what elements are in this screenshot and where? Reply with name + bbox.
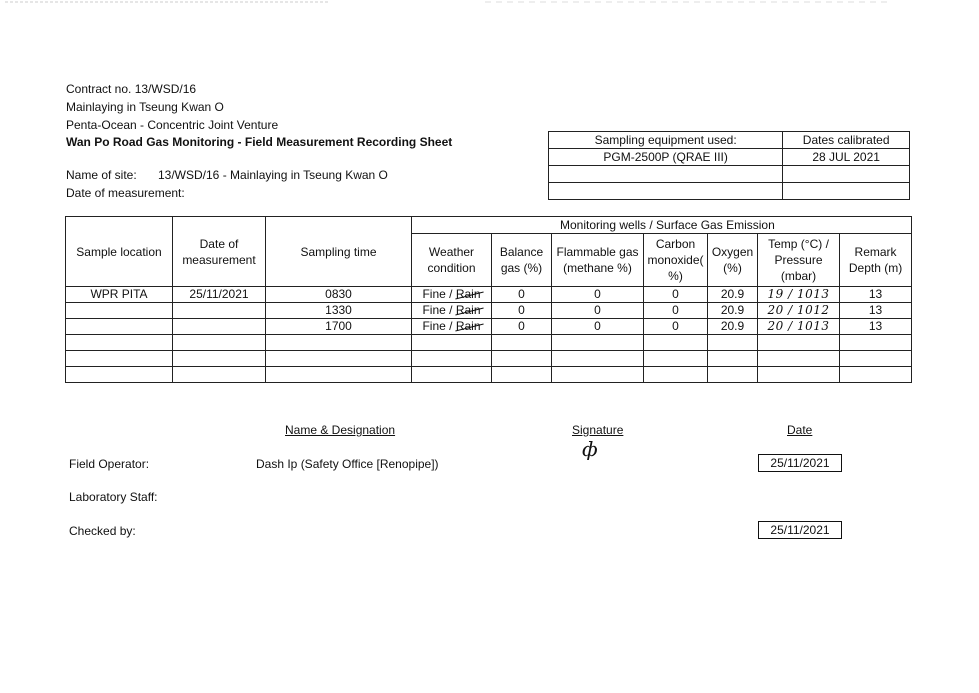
header-line: (methane %) <box>563 261 632 275</box>
cell-oxygen: 20.9 <box>708 303 758 319</box>
calibration-cell: 28 JUL 2021 <box>783 149 910 166</box>
equipment-cell <box>549 166 783 183</box>
weather-rain-struck: Rain <box>455 319 481 333</box>
empty-cell <box>840 351 912 367</box>
empty-cell <box>644 351 708 367</box>
empty-cell <box>266 367 412 383</box>
laboratory-staff-label: Laboratory Staff: <box>69 490 158 504</box>
cell-time: 0830 <box>266 287 412 303</box>
header-line: Pressure <box>774 253 823 267</box>
header-sample-location: Sample location <box>66 217 173 287</box>
header-line: Depth (m) <box>848 261 903 275</box>
measurement-table <box>65 216 912 383</box>
cell-time: 1700 <box>266 319 412 335</box>
equipment-header-row <box>549 132 910 149</box>
cell-remark: 13 <box>840 287 912 303</box>
empty-cell <box>492 335 552 351</box>
field-operator-name: Dash Ip (Safety Office [Renopipe]) <box>256 457 439 471</box>
header-date-line: measurement <box>182 252 256 267</box>
empty-row <box>66 335 912 351</box>
scan-noise <box>0 0 979 6</box>
cell-location <box>66 319 173 335</box>
calibration-header: Dates calibrated <box>783 132 910 149</box>
empty-cell <box>708 351 758 367</box>
empty-cell <box>840 335 912 351</box>
empty-cell <box>173 351 266 367</box>
date-heading: Date <box>787 423 813 437</box>
empty-cell <box>758 351 840 367</box>
cell-remark: 13 <box>840 319 912 335</box>
cell-oxygen: 20.9 <box>708 287 758 303</box>
empty-cell <box>644 335 708 351</box>
header-temp-pressure <box>758 234 840 287</box>
calibration-cell <box>783 166 910 183</box>
site-value: 13/WSD/16 - Mainlaying in Tseung Kwan O <box>158 168 388 182</box>
cell-balance: 0 <box>492 287 552 303</box>
weather-fine: Fine / <box>422 287 453 301</box>
empty-cell <box>644 367 708 383</box>
cell-flammable: 0 <box>552 303 644 319</box>
contract-number: Contract no. 13/WSD/16 <box>66 82 197 96</box>
calibration-cell <box>783 183 910 200</box>
header-line: Carbon <box>655 237 696 251</box>
header-remark <box>840 234 912 287</box>
table-row <box>66 287 912 303</box>
empty-cell <box>708 335 758 351</box>
name-designation-heading: Name & Designation <box>285 423 396 437</box>
empty-cell <box>412 335 492 351</box>
cell-time: 1330 <box>266 303 412 319</box>
header-row-group <box>66 217 912 234</box>
header-line: Temp (°C) / <box>768 237 829 251</box>
empty-cell <box>840 367 912 383</box>
checked-by-date: 25/11/2021 <box>758 521 842 539</box>
empty-cell <box>492 351 552 367</box>
checked-by-label: Checked by: <box>69 524 136 538</box>
field-operator-label: Field Operator: <box>69 457 150 471</box>
equipment-cell <box>549 183 783 200</box>
header-line: Oxygen <box>711 245 754 259</box>
cell-carbon: 0 <box>644 319 708 335</box>
cell-temp-pressure: 20 / 1013 <box>758 319 840 335</box>
cell-location <box>66 303 173 319</box>
empty-cell <box>412 351 492 367</box>
cell-carbon: 0 <box>644 287 708 303</box>
empty-cell <box>66 335 173 351</box>
cell-date: 25/11/2021 <box>173 287 266 303</box>
joint-venture: Penta-Ocean - Concentric Joint Venture <box>66 118 279 132</box>
cell-temp-pressure: 20 / 1012 <box>758 303 840 319</box>
empty-cell <box>412 367 492 383</box>
equipment-cell: PGM-2500P (QRAE III) <box>549 149 783 166</box>
header-balance <box>492 234 552 287</box>
header-line: Weather <box>428 245 475 259</box>
weather-fine: Fine / <box>422 303 453 317</box>
header-line: condition <box>427 261 476 275</box>
header-date-line: Date of <box>199 236 239 251</box>
empty-row <box>66 351 912 367</box>
cell-temp-pressure: 19 / 1013 <box>758 287 840 303</box>
empty-row <box>66 367 912 383</box>
table-row <box>66 319 912 335</box>
empty-cell <box>266 335 412 351</box>
equipment-row <box>549 183 910 200</box>
field-operator-date: 25/11/2021 <box>758 454 842 472</box>
cell-oxygen: 20.9 <box>708 319 758 335</box>
signature-heading: Signature <box>572 423 624 437</box>
header-line: Remark <box>854 245 897 259</box>
equipment-header: Sampling equipment used: <box>549 132 783 149</box>
cell-weather <box>412 319 492 335</box>
cell-date <box>173 319 266 335</box>
empty-cell <box>708 367 758 383</box>
header-date <box>173 217 266 287</box>
header-sampling-time: Sampling time <box>266 217 412 287</box>
cell-flammable: 0 <box>552 287 644 303</box>
site-label: Name of site: <box>66 168 137 182</box>
cell-flammable: 0 <box>552 319 644 335</box>
header-group: Monitoring wells / Surface Gas Emission <box>412 217 912 234</box>
empty-cell <box>266 351 412 367</box>
header-flammable <box>552 234 644 287</box>
header-line: monoxide( <box>647 253 704 267</box>
empty-cell <box>552 367 644 383</box>
empty-cell <box>552 335 644 351</box>
cell-carbon: 0 <box>644 303 708 319</box>
empty-cell <box>758 367 840 383</box>
table-row <box>66 303 912 319</box>
empty-cell <box>173 335 266 351</box>
empty-cell <box>758 335 840 351</box>
cell-location: WPR PITA <box>66 287 173 303</box>
measurement-date-label: Date of measurement: <box>66 186 185 200</box>
header-line: (%) <box>723 261 742 275</box>
weather-fine: Fine / <box>422 319 453 333</box>
field-operator-signature: ф <box>582 437 598 461</box>
empty-cell <box>66 351 173 367</box>
cell-weather <box>412 303 492 319</box>
header-line: %) <box>668 269 683 283</box>
empty-cell <box>66 367 173 383</box>
weather-rain-struck: Rain <box>455 287 481 301</box>
header-oxygen <box>708 234 758 287</box>
equipment-row <box>549 166 910 183</box>
empty-cell <box>552 351 644 367</box>
empty-cell <box>173 367 266 383</box>
cell-weather <box>412 287 492 303</box>
header-line: Flammable gas <box>556 245 639 259</box>
cell-date <box>173 303 266 319</box>
header-line: Balance <box>499 245 544 259</box>
weather-rain-struck: Rain <box>455 303 481 317</box>
sheet-title: Wan Po Road Gas Monitoring - Field Measurement Recording Sheet <box>66 135 453 149</box>
project-name: Mainlaying in Tseung Kwan O <box>66 100 224 114</box>
header-weather <box>412 234 492 287</box>
header-line: (mbar) <box>780 269 817 283</box>
header-carbon-monoxide <box>644 234 708 287</box>
cell-balance: 0 <box>492 319 552 335</box>
equipment-row <box>549 149 910 166</box>
empty-cell <box>492 367 552 383</box>
header-line: gas (%) <box>500 261 543 275</box>
cell-balance: 0 <box>492 303 552 319</box>
equipment-table <box>548 131 910 200</box>
cell-remark: 13 <box>840 303 912 319</box>
